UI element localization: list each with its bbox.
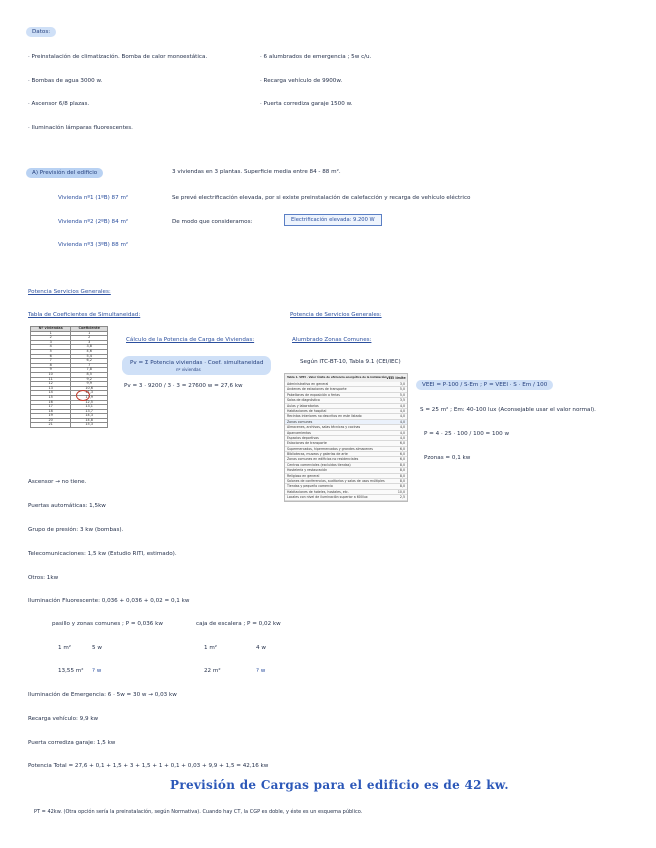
veei-table [284,373,408,502]
veei-label: Locales con nivel de iluminación superior a 600lux [287,495,368,500]
norma-text: Según ITC-BT-10, Tabla 9.1 (CEI/IEC) [300,359,401,365]
veei-label: Estaciones de transporte [287,441,327,446]
veei-label: Habitaciones de hoteles, hostales, etc. [287,489,349,494]
coef-cell: 8 [31,363,71,368]
coef-cell: 13 [31,386,71,391]
note-electrificacion: Se prevé electrificación elevada, por si existe preinstalación de calefacción y recarga de vehículo eléctrico [172,195,471,201]
fluor-cell: 13,55 m² [58,668,84,674]
coef-cell: 13,7 [71,409,108,414]
coef-cell: 17 [31,405,71,410]
coef-cell: 6 [31,354,71,359]
electrificacion-box: Electrificación elevada: 9.200 W [284,214,382,226]
coef-cell: 7,8 [71,368,108,373]
alumbrado-heading: Alumbrado Zonas Comunes: [292,337,372,343]
coef-cell: 2 [71,336,108,341]
veei-formula: VEEI = P·100 / S·Em ; P = VEEI · S · Em / 100 [416,380,553,390]
veei-value: 4,0 [399,414,405,419]
coef-cell: 11,3 [71,391,108,396]
formula-lhs: Pv = Σ Potencia viviendas [130,360,203,366]
coef-cell: 14,3 [71,414,108,419]
section-a-label: A) Previsión del edificio [26,168,103,178]
fluor-cell: ? w [256,668,266,674]
coef-cell: 10,6 [71,386,108,391]
servicios-heading: Potencia Servicios Generales: [28,289,111,295]
coef-cell: 9 [31,368,71,373]
fluor-cell: 4 w [256,645,266,651]
coef-cell: 11,9 [71,395,108,400]
veei-label: Pabellones de exposición o ferias [287,392,340,397]
footer-note: PT = 42kw. (Otra opción sería la preinstalación, según Normativa). Cuando hay CT, la CGP es doble, y éste es un esquema público. [34,809,363,815]
fluor-cell: 1 m² [58,645,72,651]
veei-value: 6,0 [399,441,405,446]
veei-value: 3,0 [399,382,405,386]
veei-value: 4,0 [399,430,405,435]
veei-label: Administrativo en general [287,382,329,386]
vivienda-item: Vivienda nº2 (2ºB) 84 m² [58,219,129,225]
coef-header: Coeficiente [71,327,108,332]
datos-item: · Bombas de agua 3000 w. [28,78,103,84]
veei-value: 6,0 [399,452,405,457]
coef-cell: 7 [71,363,108,368]
veei-row [285,495,407,500]
tabla-coef-heading: Tabla de Coeficientes de Simultaneidad: [28,312,141,318]
p-calc: P = 4 · 25 · 100 / 100 = 100 w [424,431,510,437]
formula-note: nº viviendas [176,367,201,372]
lista-item: Recarga vehículo: 9,9 kw [28,716,99,722]
veei-label: Espacios deportivos [287,435,319,440]
formula-pill [122,356,271,375]
veei-label: Zonas comunes en edificios no residenciales [287,457,359,462]
datos-heading: Datos: [26,27,56,37]
lista-item: Iluminación de Emergencia: 6 · 5w = 30 w → 0,03 kw [28,692,177,698]
coef-cell: 9,9 [71,382,108,387]
veei-label: Recintos interiores no descritos en este listado [287,414,362,419]
veei-value: 3,5 [399,398,405,403]
coef-cell: 13,1 [71,405,108,410]
coef-cell: 12 [31,382,71,387]
veei-value: 5,0 [399,392,405,397]
veei-value: 10,0 [397,489,405,494]
servicios-right-heading: Potencia de Servicios Generales: [290,312,382,318]
lista-item: Puerta corrediza garaje: 1,5 kw [28,740,116,746]
coef-cell: 2 [31,336,71,341]
coef-cell: 19 [31,414,71,419]
coef-cell: 4,6 [71,349,108,354]
datos-item: · Recarga vehículo de 9900w. [260,78,343,84]
lista-item: Otros: 1kw [28,575,59,581]
veei-label: Tiendas y pequeño comercio [287,484,333,489]
vivienda-item: Vivienda nº3 (3ºB) 88 m² [58,242,129,248]
lista-item: Puertas automáticas: 1,5kw [28,503,106,509]
lista-item: Iluminación Fluorescente: 0,036 + 0,036 + 0,02 = 0,1 kw [28,598,190,604]
coef-cell: 21 [31,423,71,428]
veei-value: 4,0 [399,435,405,440]
coef-cell: 12,5 [71,400,108,405]
veei-label: Centros comerciales (excluidas tiendas) [287,462,351,467]
fluor-cell: ? w [92,668,102,674]
coef-cell: 4 [31,345,71,350]
datos-item: · Ascensor 6/8 plazas. [28,101,90,107]
coef-cell: 3,8 [71,345,108,350]
coef-cell: 14,8 [71,418,108,423]
datos-item: · Iluminación lámparas fluorescentes. [28,125,133,131]
veei-label: Bibliotecas, museos y galerías de arte [287,452,348,457]
coef-header: Nº viviendas [31,327,71,332]
potencia-total: Potencia Total = 27,6 + 0,1 + 1,5 + 3 + 1,5 + 1 + 0,1 + 0,03 + 9,9 + 1,5 = 42,16 kw [28,763,269,769]
coef-cell: 3 [71,340,108,345]
veei-label: Salas de diagnóstico [287,398,320,403]
lista-item: Telecomunicaciones: 1,5 kw (Estudio RITI, estimado). [28,551,177,557]
fluor-cell: 5 w [92,645,102,651]
veei-table-title: Tabla 1. VEEI · Valor límite de eficiencia energética de la instalación [287,376,387,379]
datos-item: · 6 alumbrados de emergencia ; 5w c/u. [260,54,372,60]
note-viviendas: 3 viviendas en 3 plantas. Superficie media entre 84 - 88 m². [172,169,341,175]
veei-value: 4,0 [399,425,405,430]
veei-value: 8,0 [399,473,405,478]
coef-cell: 1 [31,331,71,336]
veei-label: Hostelería y restauración [287,468,328,473]
vivienda-item: Vivienda nº1 (1ºB) 87 m² [58,195,129,201]
datos-item: · Puerta corrediza garaje 1500 w. [260,101,353,107]
veei-label: Aulas y laboratorios [287,403,319,408]
fluor-right-label: caja de escalera ; P = 0,02 kw [196,621,281,627]
veei-value: 5,0 [399,387,405,392]
veei-label: Zonas comunes [287,419,313,424]
coef-cell: 11 [31,377,71,382]
veei-value: 6,0 [399,457,405,462]
calc-heading: Cálculo de la Potencia de Carga de Viviendas: [126,337,255,343]
veei-value: 4,0 [399,403,405,408]
veei-label: Aparcamientos [287,430,311,435]
veei-value: 8,0 [399,468,405,473]
coef-cell: 5 [31,349,71,354]
p-result: Pzonas = 0,1 kw [424,455,471,461]
lista-item: Grupo de presión: 3 kw (bombas). [28,527,124,533]
veei-value: 8,0 [399,484,405,489]
veei-value: 4,0 [399,408,405,413]
veei-table-col: VEEI límite [386,376,406,380]
coef-table [30,326,108,428]
coef-cell: 3 [31,340,71,345]
coef-cell: 16 [31,400,71,405]
lista-item: Ascensor → no tiene. [28,479,87,485]
coef-cell: 7 [31,359,71,364]
fluor-left-label: pasillo y zonas comunes ; P = 0,036 kw [52,621,163,627]
veei-value: 8,0 [399,479,405,484]
coef-cell: 9,2 [71,377,108,382]
fluor-cell: 22 m² [204,668,221,674]
veei-label: Habitaciones de hospital [287,408,327,413]
datos-item: · Preinstalación de climatización. Bomba de calor monoestática. [28,54,208,60]
coef-cell: 5,4 [71,354,108,359]
coef-cell: 14 [31,391,71,396]
coef-cell: 18 [31,409,71,414]
veei-label: Supermercados, hipermercados y grandes almacenes [287,446,373,451]
veei-label: Andenes de estaciones de transporte [287,387,347,392]
veei-value: 4,0 [399,419,405,424]
circle-mark-icon [76,390,90,401]
veei-value: 6,0 [399,446,405,451]
coef-cell: 15 [31,395,71,400]
formula-calc: Pv = 3 · 9200 / 3 · 3 = 27600 w = 27,6 kw [124,383,243,389]
veei-value: 8,0 [399,462,405,467]
fluor-cell: 1 m² [204,645,218,651]
veei-value: 2,5 [399,495,405,500]
veei-label: Religioso en general [287,473,320,478]
s-value: S = 25 m² ; Em: 40-100 lux (Aconsejable usar el valor normal). [420,407,596,413]
coef-cell: 6,2 [71,359,108,364]
veei-label: Almacenes, archivos, salas técnicas y cocinas [287,425,361,430]
coef-cell: 20 [31,418,71,423]
coef-cell: 15,3 [71,423,108,428]
formula-rhs: · Coef. simultaneidad [204,360,264,366]
coef-row [31,423,108,428]
veei-label: Salones de conferencias, auditorios y salas de usos múltiples [287,479,385,484]
note-consideramos: De modo que consideramos: [172,219,253,225]
coef-cell: 8,5 [71,372,108,377]
conclusion-title: Previsión de Cargas para el edificio es de 42 kw. [170,778,509,792]
coef-cell: 10 [31,372,71,377]
coef-cell: 1 [71,331,108,336]
